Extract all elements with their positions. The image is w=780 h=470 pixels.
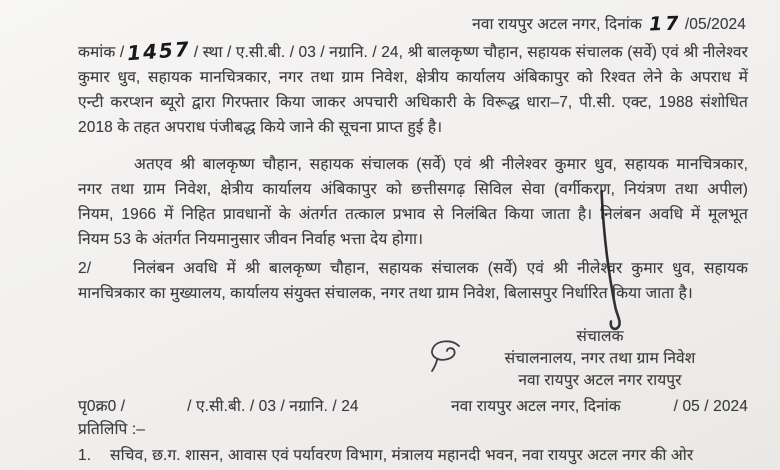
paragraph-1 — [78, 38, 748, 140]
footer-ref-prefix: पृ0क्र0 / — [78, 398, 126, 415]
para3-line1-text: निलंबन अवधि में श्री बालकृष्ण चौहान, सहायक संचालक (सर्वे) एवं श्री नीलेश्वर कुमार धुव, सहायक — [133, 260, 748, 277]
para3-number: 2/ — [78, 260, 92, 277]
signature-block — [452, 326, 748, 392]
para1-line3: एन्टी करप्शन ब्यूरो द्वारा गिरफ्तार किया जाकर अपचारी अधिकारी के विरूद्ध धारा–7, पी.सी. एक्ट, 1988 संशोधित — [78, 94, 748, 111]
para3-line1 — [78, 256, 748, 281]
copy-item-number: 1. — [78, 447, 92, 464]
para2-line3: नियम, 1966 में निहित प्रावधानों के अंतर्गत तत्काल प्रभाव से निलंबित किया जाता है। निलंबन अवधि में मूलभूत — [78, 206, 748, 223]
copy-list-item-1 — [78, 443, 748, 468]
footer-reference-row — [78, 394, 748, 419]
footer-date-rest: / 05 / 2024 — [673, 398, 748, 415]
footer-dateline — [451, 394, 748, 419]
handwritten-serial-number: 1457 — [126, 36, 192, 66]
para2-line4: नियम 53 के अंतर्गत नियमानुसार जीवन निर्वाह भत्ता देय होगा। — [78, 231, 424, 248]
signatory-designation: संचालक — [576, 328, 624, 345]
para1-line1-rest: / स्था / ए.सी.बी. / 03 / नग्रानि. / 24, श्री बालकृष्ण चौहान, सहायक संचालक (सर्वे) एवं श्री नीलेश्वर — [193, 44, 748, 61]
para1-line1 — [78, 38, 748, 65]
para2-line1: अतएव श्री बालकृष्ण चौहान, सहायक संचालक (सर्वे) एवं श्री नीलेश्वर कुमार धुव, सहायक मानचित्रकार, — [134, 156, 748, 173]
copy-item-text: सचिव, छ.ग. शासन, आवास एवं पर्यावरण विभाग, मंत्रालय महानदी भवन, नवा रायपुर अटल नगर की ओर — [110, 447, 694, 464]
para1-line4: 2018 के तहत अपराध पंजीबद्ध किये जाने की सूचना प्राप्त हुई है। — [78, 119, 443, 136]
para1-serial-prefix: कमांक / — [78, 44, 125, 61]
dateline-top — [472, 11, 746, 37]
dateline-date-rest: /05/2024 — [684, 16, 746, 33]
footer-place-label: नवा रायपुर अटल नगर, दिनांक — [450, 398, 621, 415]
para2-line2: नगर तथा ग्राम निवेश, क्षेत्रीय कार्यालय अंबिकापुर को छत्तीसगढ़ सिविल सेवा (वर्गीकरण, नियंत्रण तथा अपील) — [78, 181, 748, 198]
dateline-place-label: नवा रायपुर अटल नगर, दिनांक — [472, 16, 642, 33]
footer-ref-rest: / ए.सी.बी. / 03 / नग्रानि. / 24 — [187, 398, 359, 415]
para3-line2: मानचित्रकार का मुख्यालय, कार्यालय संयुक्त संचालक, नगर तथा ग्राम निवेश, बिलासपुर निर्धारित किया जाता है। — [78, 285, 693, 302]
paragraph-3 — [78, 256, 748, 306]
handwritten-day: 17 — [649, 12, 683, 36]
para1-line2: कुमार धुव, सहायक मानचित्रकार, नगर तथा ग्राम निवेश, क्षेत्रीय कार्यालय अंबिकापुर को रिश्वत लेने के अपराध में — [78, 69, 748, 86]
copy-to-label: प्रतिलिपि :– — [78, 421, 145, 438]
signatory-office: संचालनालय, नगर तथा ग्राम निवेश — [504, 350, 696, 367]
signatory-place: नवा रायपुर अटल नगर रायपुर — [518, 372, 682, 389]
paragraph-2 — [78, 152, 748, 252]
